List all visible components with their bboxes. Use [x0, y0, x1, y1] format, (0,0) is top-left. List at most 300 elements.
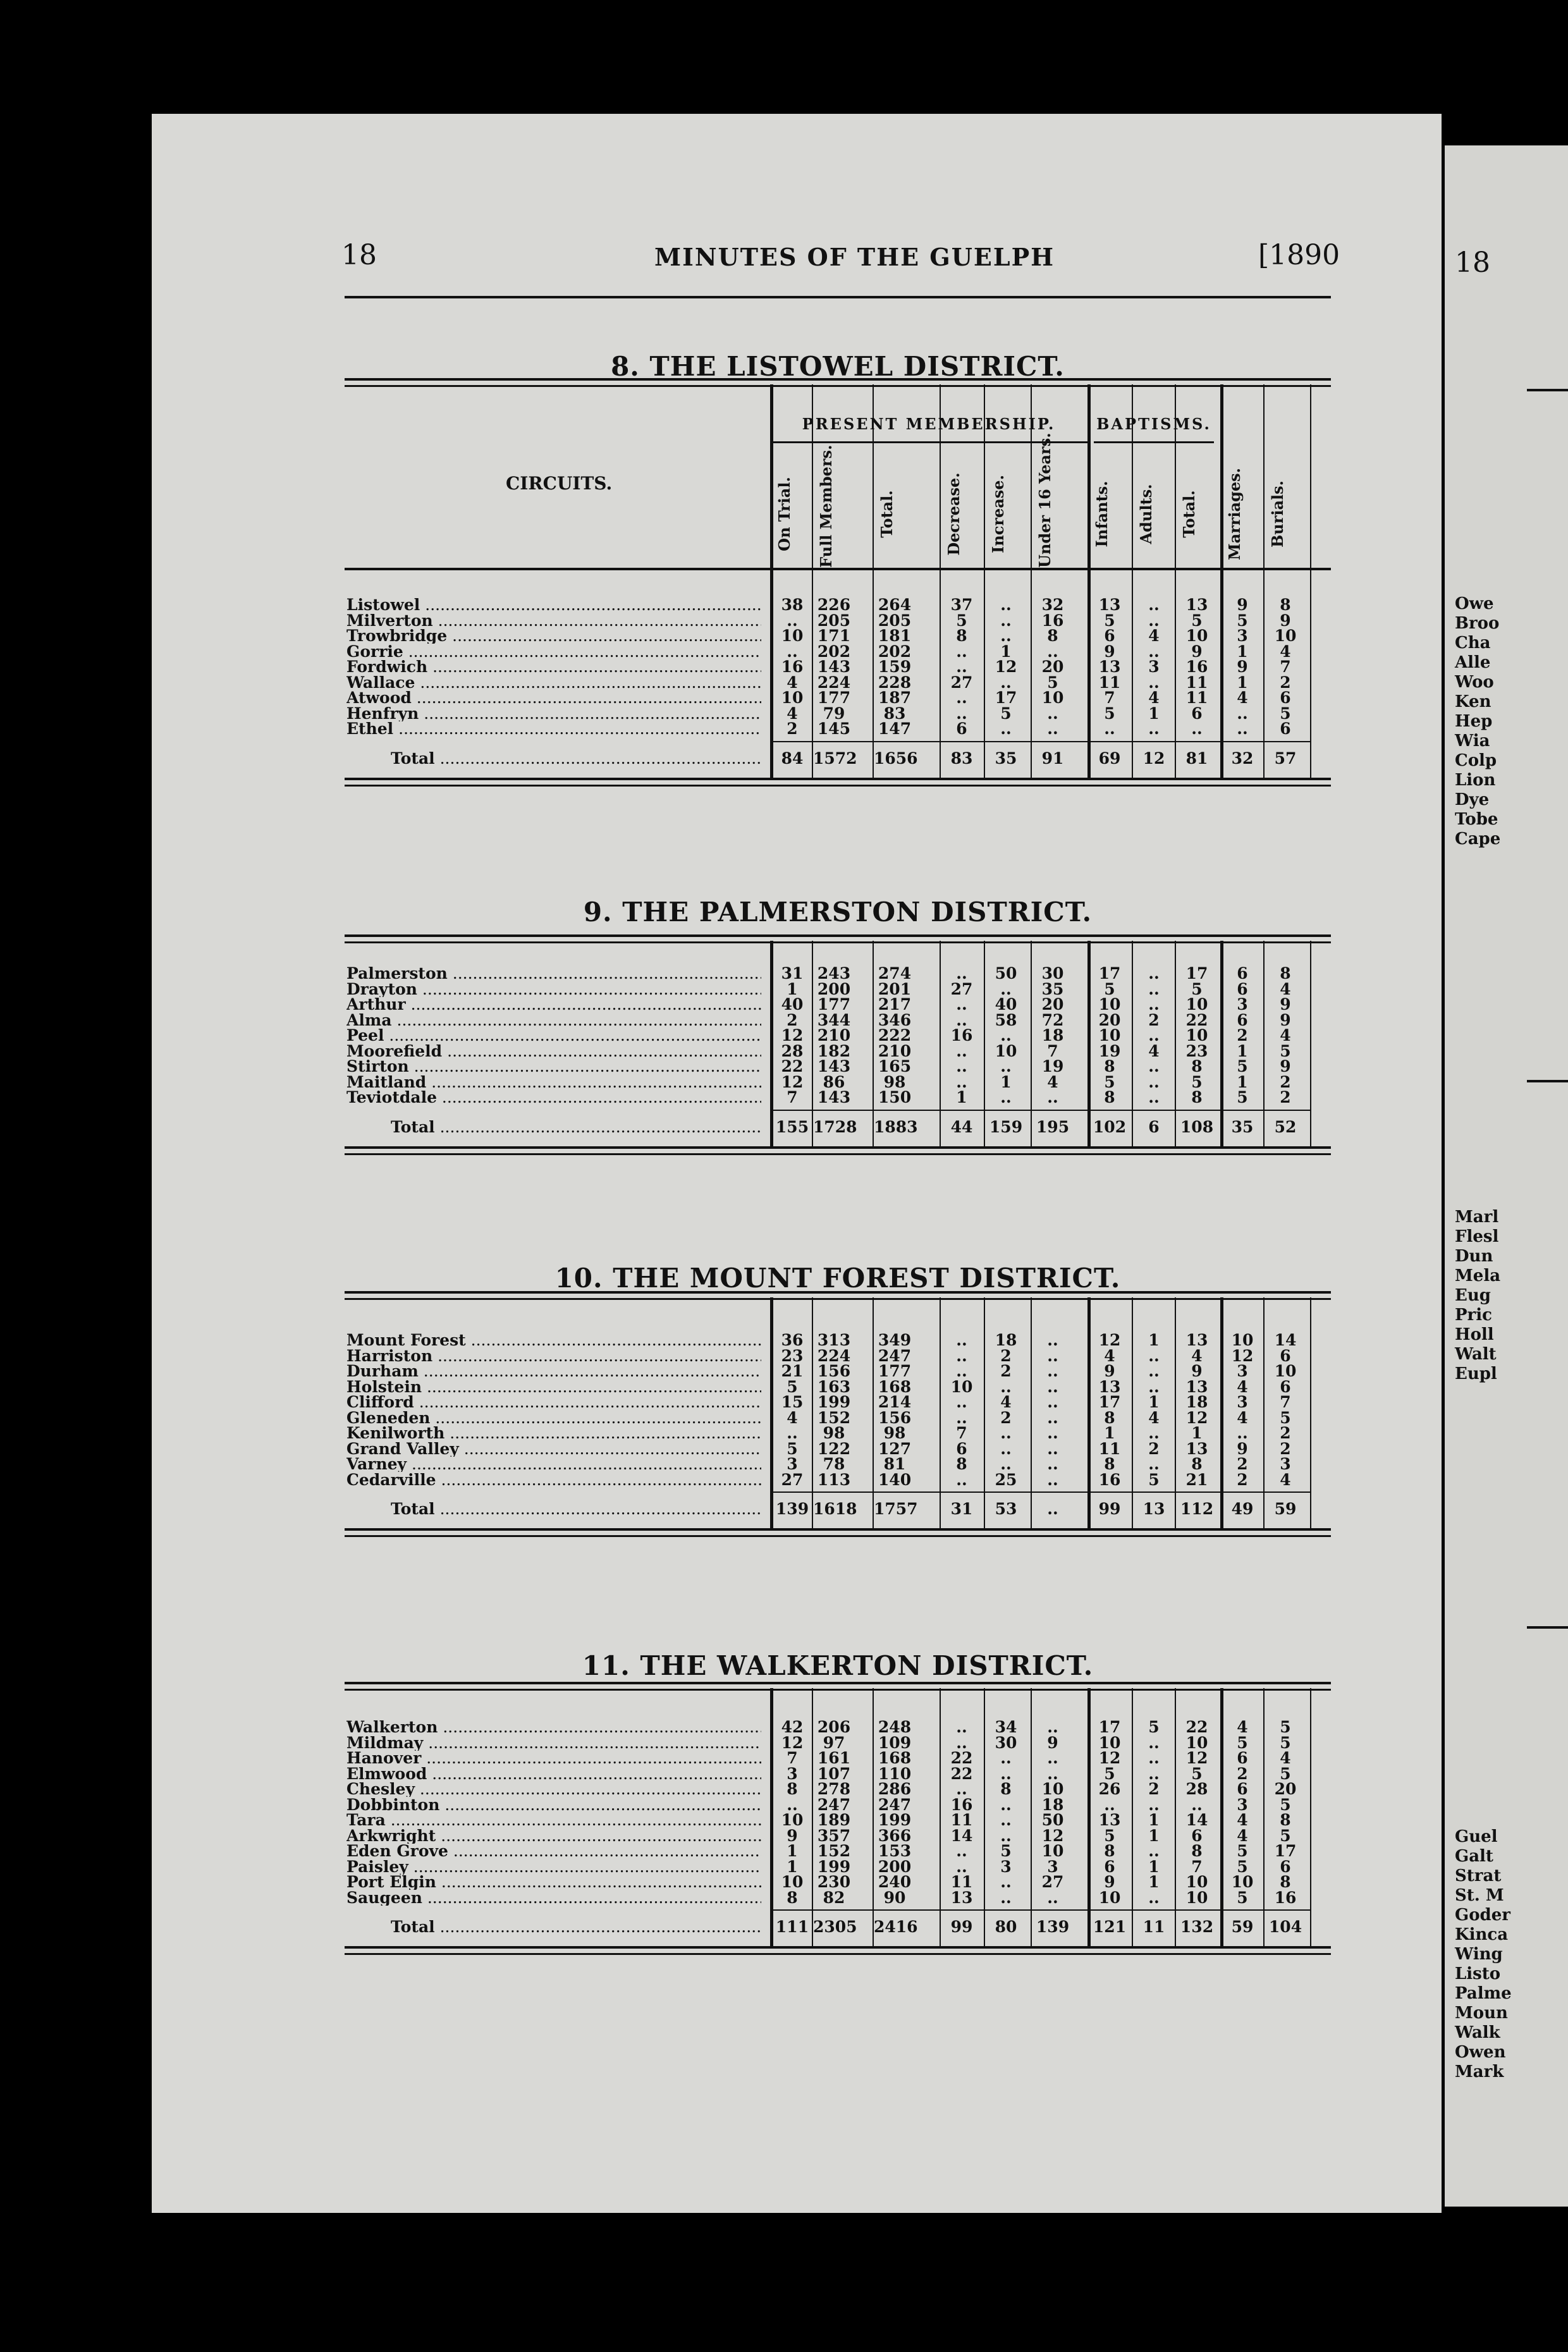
table-row	[346, 1733, 1333, 1752]
total-cell: 102	[1093, 1117, 1127, 1136]
table-cell: ..	[1047, 720, 1058, 738]
table-cell: 2	[1000, 1362, 1012, 1380]
table-cell: 9	[1104, 1873, 1115, 1891]
adjacent-page-number: 18	[1455, 247, 1490, 279]
table-cell: ..	[956, 1733, 967, 1752]
table-cell: 6	[956, 1439, 967, 1458]
running-header	[190, 239, 1359, 277]
table-cell: 8	[1047, 627, 1058, 645]
table-cell: 156	[878, 1408, 912, 1427]
total-cell: 159	[989, 1117, 1023, 1136]
table-cell: 9	[1047, 1733, 1058, 1752]
total-cell: 1728	[813, 1117, 857, 1136]
table-cell: 5	[1104, 704, 1115, 723]
table-cell: ..	[956, 1041, 967, 1060]
table-cell: 4	[1148, 689, 1160, 707]
table-cell: 199	[878, 1811, 912, 1829]
table-cell: 1	[1237, 642, 1248, 661]
table-row	[346, 1028, 1333, 1043]
table-cell: ..	[1047, 1718, 1058, 1736]
table-cell: 4	[1280, 1470, 1291, 1489]
table-cell: ..	[956, 704, 967, 723]
table-cell: 22	[1185, 1010, 1208, 1029]
table-cell: 19	[1041, 1057, 1064, 1075]
table-cell: 140	[878, 1470, 912, 1489]
table-cell: 13	[950, 1888, 973, 1907]
adjacent-line: Listo	[1455, 1964, 1501, 1983]
table-cell: 16	[950, 1026, 973, 1044]
table-cell: ..	[1148, 995, 1160, 1014]
table-cell: 217	[878, 995, 912, 1014]
table-cell: 2	[1280, 673, 1291, 692]
table-cell: 5	[1237, 1888, 1248, 1907]
table-cell: 2	[1148, 1439, 1160, 1458]
table-cell: 10	[781, 627, 804, 645]
table-cell: 17	[1274, 1842, 1297, 1860]
table-cell: ..	[1000, 1377, 1012, 1396]
table-cell: 152	[817, 1842, 851, 1860]
total-cell: 1656	[874, 749, 918, 768]
table-cell: 2	[1148, 1780, 1160, 1798]
circuit-name: Hanover .....	[346, 1751, 761, 1766]
table-cell: 247	[878, 1346, 912, 1365]
table-cell: ..	[956, 1346, 967, 1365]
adjacent-line: St. M	[1455, 1886, 1504, 1905]
table-cell: 10	[1185, 1888, 1208, 1907]
table-cell: 98	[883, 1424, 906, 1442]
adjacent-rule	[1527, 1080, 1568, 1082]
total-cell: 31	[950, 1500, 973, 1518]
circuit-name: Durham .....	[346, 1364, 761, 1379]
table-cell: 4	[1280, 642, 1291, 661]
table-cell: ..	[1047, 1455, 1058, 1473]
adjacent-line: Moun	[1455, 2004, 1508, 2023]
table-cell: 2	[1280, 1072, 1291, 1091]
table-cell: 8	[1104, 1057, 1115, 1075]
table-cell: 5	[1104, 979, 1115, 998]
column-header: Burials.	[1268, 480, 1287, 548]
table-cell: 5	[1237, 611, 1248, 630]
total-cell: 91	[1041, 749, 1064, 768]
table-cell: ..	[1047, 1346, 1058, 1365]
table-cell: 4	[1237, 1377, 1248, 1396]
total-cell: 139	[775, 1500, 809, 1518]
table-cell: 13	[1185, 1439, 1208, 1458]
table-cell: 18	[1041, 1795, 1064, 1814]
table-cell: 6	[1237, 979, 1248, 998]
table-cell: ..	[956, 1331, 967, 1349]
table-cell: 110	[878, 1764, 912, 1783]
district-title: 11. THE WALKERTON DISTRICT.	[582, 1650, 1094, 1681]
total-cell: 111	[775, 1918, 809, 1936]
column-header: Marriages.	[1225, 468, 1244, 560]
circuit-name: Drayton .....	[346, 982, 761, 997]
table-cell: 10	[1185, 1873, 1208, 1891]
adjacent-line: Wing	[1455, 1945, 1503, 1964]
table-cell: ..	[956, 1718, 967, 1736]
table-cell: 7	[1280, 658, 1291, 676]
table-cell: 143	[817, 1088, 851, 1106]
table-cell: 13	[1185, 1377, 1208, 1396]
table-cell: 6	[1104, 1857, 1115, 1876]
table-cell: 199	[817, 1393, 851, 1411]
table-row	[346, 1470, 1333, 1489]
table-cell: 5	[956, 611, 967, 630]
table-cell: 6	[1237, 1780, 1248, 1798]
table-cell: 26	[1098, 1780, 1121, 1798]
table-cell: 5	[1191, 1072, 1203, 1091]
table-cell: 10	[1185, 995, 1208, 1014]
table-cell: ..	[1047, 1088, 1058, 1106]
table-cell: 8	[1000, 1780, 1012, 1798]
table-cell: 274	[878, 964, 912, 983]
table-bottom-rule	[345, 778, 1331, 787]
table-cell: 1	[1191, 1424, 1203, 1442]
table-cell: 7	[1280, 1393, 1291, 1411]
table-cell: 247	[878, 1795, 912, 1814]
table-cell: 22	[1185, 1718, 1208, 1736]
total-cell: 81	[1185, 749, 1208, 768]
table-cell: ..	[1000, 1424, 1012, 1442]
table-cell: 9	[1191, 1362, 1203, 1380]
table-cell: 4	[1047, 1072, 1058, 1091]
table-cell: 1	[1104, 1424, 1115, 1442]
table-cell: 5	[1280, 1826, 1291, 1845]
table-cell: 8	[1280, 964, 1291, 983]
table-cell: ..	[956, 1393, 967, 1411]
table-cell: ..	[1000, 1749, 1012, 1767]
table-cell: 2	[1280, 1424, 1291, 1442]
table-cell: 357	[817, 1826, 851, 1845]
adjacent-line: Mela	[1455, 1266, 1501, 1285]
total-cell: 59	[1274, 1500, 1297, 1518]
total-cell: 1757	[874, 1500, 918, 1518]
total-cell: 6	[1148, 1117, 1160, 1136]
table-cell: 11	[1185, 689, 1208, 707]
table-cell: ..	[956, 1470, 967, 1489]
table-cell: ..	[1047, 1408, 1058, 1427]
adjacent-line: Eupl	[1455, 1364, 1497, 1383]
table-cell: 5	[1191, 611, 1203, 630]
table-cell: 10	[1098, 1888, 1121, 1907]
table-cell: 27	[1041, 1873, 1064, 1891]
table-cell: 9	[1280, 1010, 1291, 1029]
table-cell: ..	[1148, 1733, 1160, 1752]
column-header: Decrease.	[945, 472, 963, 556]
table-cell: 20	[1041, 995, 1064, 1014]
circuit-name: Arthur .....	[346, 997, 761, 1012]
table-cell: 4	[1148, 627, 1160, 645]
table-row	[346, 1782, 1333, 1797]
adjacent-line: Dun	[1455, 1247, 1493, 1266]
table-cell: ..	[1148, 1455, 1160, 1473]
table-bottom-rule	[345, 1528, 1331, 1537]
table-cell: 177	[817, 689, 851, 707]
total-cell: 2416	[874, 1918, 918, 1936]
table-cell: 40	[781, 995, 804, 1014]
table-cell: 2	[1000, 1408, 1012, 1427]
table-cell: 286	[878, 1780, 912, 1798]
table-cell: 278	[817, 1780, 851, 1798]
total-cell: 104	[1268, 1918, 1302, 1936]
total-rule	[770, 1491, 1310, 1493]
table-cell: 81	[883, 1455, 906, 1473]
column-header: Infants.	[1093, 481, 1111, 548]
table-row	[346, 1751, 1333, 1766]
table-cell: 6	[1104, 627, 1115, 645]
table-row	[346, 597, 1333, 613]
table-cell: 5	[1104, 1764, 1115, 1783]
table-cell: 9	[1104, 1362, 1115, 1380]
header-rule	[345, 296, 1331, 298]
table-cell: ..	[1000, 673, 1012, 692]
total-cell: 132	[1180, 1918, 1214, 1936]
adjacent-line: Holl	[1455, 1325, 1494, 1344]
table-cell: 7	[956, 1424, 967, 1442]
table-cell: 12	[1185, 1749, 1208, 1767]
table-row	[346, 1439, 1333, 1458]
table-cell: 21	[1185, 1470, 1208, 1489]
table-cell: ..	[1104, 720, 1115, 738]
table-cell: 40	[995, 995, 1017, 1014]
table-cell: 3	[1000, 1857, 1012, 1876]
table-cell: 78	[823, 1455, 845, 1473]
circuit-name: Tara .....	[346, 1813, 761, 1828]
table-cell: ..	[1000, 611, 1012, 630]
header-bottom-rule	[345, 568, 1331, 570]
adjacent-line: Wia	[1455, 732, 1490, 750]
table-cell: ..	[1000, 1764, 1012, 1783]
table-cell: ..	[1148, 1764, 1160, 1783]
table-cell: 12	[1041, 1826, 1064, 1845]
table-cell: 5	[787, 1439, 798, 1458]
table-cell: ..	[1047, 1331, 1058, 1349]
column-header: Total.	[878, 490, 896, 538]
table-cell: 1	[1237, 1072, 1248, 1091]
total-cell: 84	[781, 749, 804, 768]
total-cell: 69	[1098, 749, 1121, 768]
table-cell: ..	[1000, 1873, 1012, 1891]
adjacent-line: Pric	[1455, 1306, 1492, 1325]
total-cell: 59	[1231, 1918, 1254, 1936]
column-header: Full Members.	[817, 444, 835, 568]
table-row	[346, 659, 1333, 675]
table-cell: 30	[1041, 964, 1064, 983]
table-cell: 182	[817, 1041, 851, 1060]
table-cell: 1	[1148, 1826, 1160, 1845]
table-cell: 5	[787, 1377, 798, 1396]
group-present-membership: PRESENT MEMBERSHIP.	[802, 415, 1056, 433]
adjacent-line: Guel	[1455, 1827, 1498, 1846]
table-row	[346, 628, 1333, 644]
table-cell: 346	[878, 1010, 912, 1029]
table-cell: 5	[1280, 1408, 1291, 1427]
table-cell: 168	[878, 1377, 912, 1396]
table-cell: ..	[1047, 642, 1058, 661]
total-cell: 108	[1180, 1117, 1214, 1136]
circuit-name: Harriston .....	[346, 1349, 761, 1364]
table-cell: 4	[787, 673, 798, 692]
table-cell: 1	[1000, 642, 1012, 661]
table-cell: 16	[1185, 658, 1208, 676]
table-row	[346, 1333, 1333, 1348]
table-cell: 122	[817, 1439, 851, 1458]
circuit-name: Maitland .....	[346, 1075, 761, 1090]
total-cell: 32	[1231, 749, 1254, 768]
table-cell: 107	[817, 1764, 851, 1783]
table-cell: ..	[1047, 1393, 1058, 1411]
column-header: Under 16 Years.	[1036, 432, 1054, 568]
table-cell: ..	[1047, 1888, 1058, 1907]
table-cell: 79	[823, 704, 845, 723]
table-cell: 9	[1280, 995, 1291, 1014]
table-cell: 5	[1148, 1718, 1160, 1736]
table-cell: ..	[1047, 1362, 1058, 1380]
table-cell: 152	[817, 1408, 851, 1427]
table-cell: 11	[950, 1811, 973, 1829]
table-top-rule	[345, 1682, 1331, 1691]
table-cell: 37	[950, 596, 973, 614]
table-cell: 1	[1148, 704, 1160, 723]
table-cell: ..	[1148, 1362, 1160, 1380]
table-cell: 9	[1280, 611, 1291, 630]
table-cell: 163	[817, 1377, 851, 1396]
table-cell: 32	[1041, 596, 1064, 614]
table-cell: 8	[956, 1455, 967, 1473]
table-cell: 16	[781, 658, 804, 676]
total-cell: 195	[1036, 1117, 1070, 1136]
table-cell: 82	[823, 1888, 845, 1907]
table-cell: 206	[817, 1718, 851, 1736]
table-cell: 5	[1047, 673, 1058, 692]
table-cell: 10	[1185, 1733, 1208, 1752]
adjacent-line: Owe	[1455, 594, 1494, 613]
table-row	[346, 1377, 1333, 1396]
adjacent-line: Alle	[1455, 653, 1491, 672]
table-cell: 127	[878, 1439, 912, 1458]
total-cell: 53	[995, 1500, 1017, 1518]
table-cell: 3	[1237, 995, 1248, 1014]
table-cell: 2	[1237, 1455, 1248, 1473]
table-row	[346, 966, 1333, 981]
table-row	[346, 706, 1333, 721]
table-cell: 20	[1274, 1780, 1297, 1798]
table-cell: ..	[956, 1842, 967, 1860]
table-row	[346, 1364, 1333, 1379]
table-row	[346, 1875, 1333, 1890]
table-cell: 109	[878, 1733, 912, 1752]
circuit-name: Kenilworth .....	[346, 1426, 761, 1441]
table-cell: ..	[1000, 1026, 1012, 1044]
table-cell: 147	[878, 720, 912, 738]
adjacent-line: Dye	[1455, 790, 1490, 809]
table-cell: ..	[1148, 1346, 1160, 1365]
table-cell: 150	[878, 1088, 912, 1106]
table-cell: 3	[1148, 658, 1160, 676]
table-cell: 6	[1280, 720, 1291, 738]
table-cell: 17	[1098, 964, 1121, 983]
table-cell: 1	[787, 1842, 798, 1860]
table-cell: 4	[1237, 1718, 1248, 1736]
table-cell: 6	[1191, 1826, 1203, 1845]
table-cell: 18	[1041, 1026, 1064, 1044]
table-cell: 4	[1148, 1408, 1160, 1427]
table-cell: ..	[787, 1424, 798, 1442]
table-cell: 143	[817, 658, 851, 676]
table-cell: 15	[781, 1393, 804, 1411]
table-cell: 8	[1104, 1088, 1115, 1106]
table-cell: 4	[1280, 979, 1291, 998]
table-cell: ..	[956, 1408, 967, 1427]
circuit-name: Milverton .....	[346, 613, 761, 628]
table-cell: ..	[1000, 1439, 1012, 1458]
column-header: Total.	[1180, 490, 1198, 538]
total-row	[346, 751, 1333, 766]
table-row	[346, 1828, 1333, 1844]
table-cell: 4	[787, 1408, 798, 1427]
table-cell: ..	[1047, 1439, 1058, 1458]
table-cell: 214	[878, 1393, 912, 1411]
table-cell: ..	[956, 964, 967, 983]
table-row	[346, 1426, 1333, 1441]
table-cell: 1	[1000, 1072, 1012, 1091]
table-row	[346, 979, 1333, 998]
table-cell: 18	[995, 1331, 1017, 1349]
table-cell: 143	[817, 1057, 851, 1075]
table-cell: 2	[1000, 1346, 1012, 1365]
table-cell: 10	[1098, 1026, 1121, 1044]
table-cell: 6	[1237, 964, 1248, 983]
table-cell: 11	[1098, 1439, 1121, 1458]
table-cell: ..	[1000, 1826, 1012, 1845]
table-cell: 72	[1041, 1010, 1064, 1029]
table-cell: ..	[787, 1795, 798, 1814]
column-header: On Trial.	[775, 477, 793, 551]
table-cell: 12	[1098, 1749, 1121, 1767]
circuit-name: Palmerston .....	[346, 966, 761, 981]
adjacent-rule	[1527, 1626, 1568, 1629]
circuit-name: Wallace .....	[346, 675, 761, 690]
table-cell: 156	[817, 1362, 851, 1380]
table-cell: ..	[1148, 1377, 1160, 1396]
table-cell: 6	[1280, 1346, 1291, 1365]
group-rule	[1094, 441, 1214, 443]
table-cell: 90	[883, 1888, 906, 1907]
table-cell: 181	[878, 627, 912, 645]
table-cell: 9	[1237, 1439, 1248, 1458]
table-row	[346, 1395, 1333, 1410]
table-cell: 83	[883, 704, 906, 723]
table-cell: 2	[787, 720, 798, 738]
table-row	[346, 1859, 1333, 1875]
table-cell: 202	[878, 642, 912, 661]
table-cell: 7	[1047, 1041, 1058, 1060]
table-cell: ..	[956, 1362, 967, 1380]
table-cell: 35	[1041, 979, 1064, 998]
table-cell: 2	[787, 1010, 798, 1029]
total-cell: 49	[1231, 1500, 1254, 1518]
total-cell: 1618	[813, 1500, 857, 1518]
table-cell: 22	[781, 1057, 804, 1075]
table-cell: 4	[1000, 1393, 1012, 1411]
table-cell: 28	[1185, 1780, 1208, 1798]
table-cell: 243	[817, 964, 851, 983]
table-cell: ..	[1000, 596, 1012, 614]
table-cell: 9	[787, 1826, 798, 1845]
table-cell: 8	[1280, 596, 1291, 614]
table-cell: ..	[1148, 720, 1160, 738]
table-cell: 10	[1231, 1331, 1254, 1349]
